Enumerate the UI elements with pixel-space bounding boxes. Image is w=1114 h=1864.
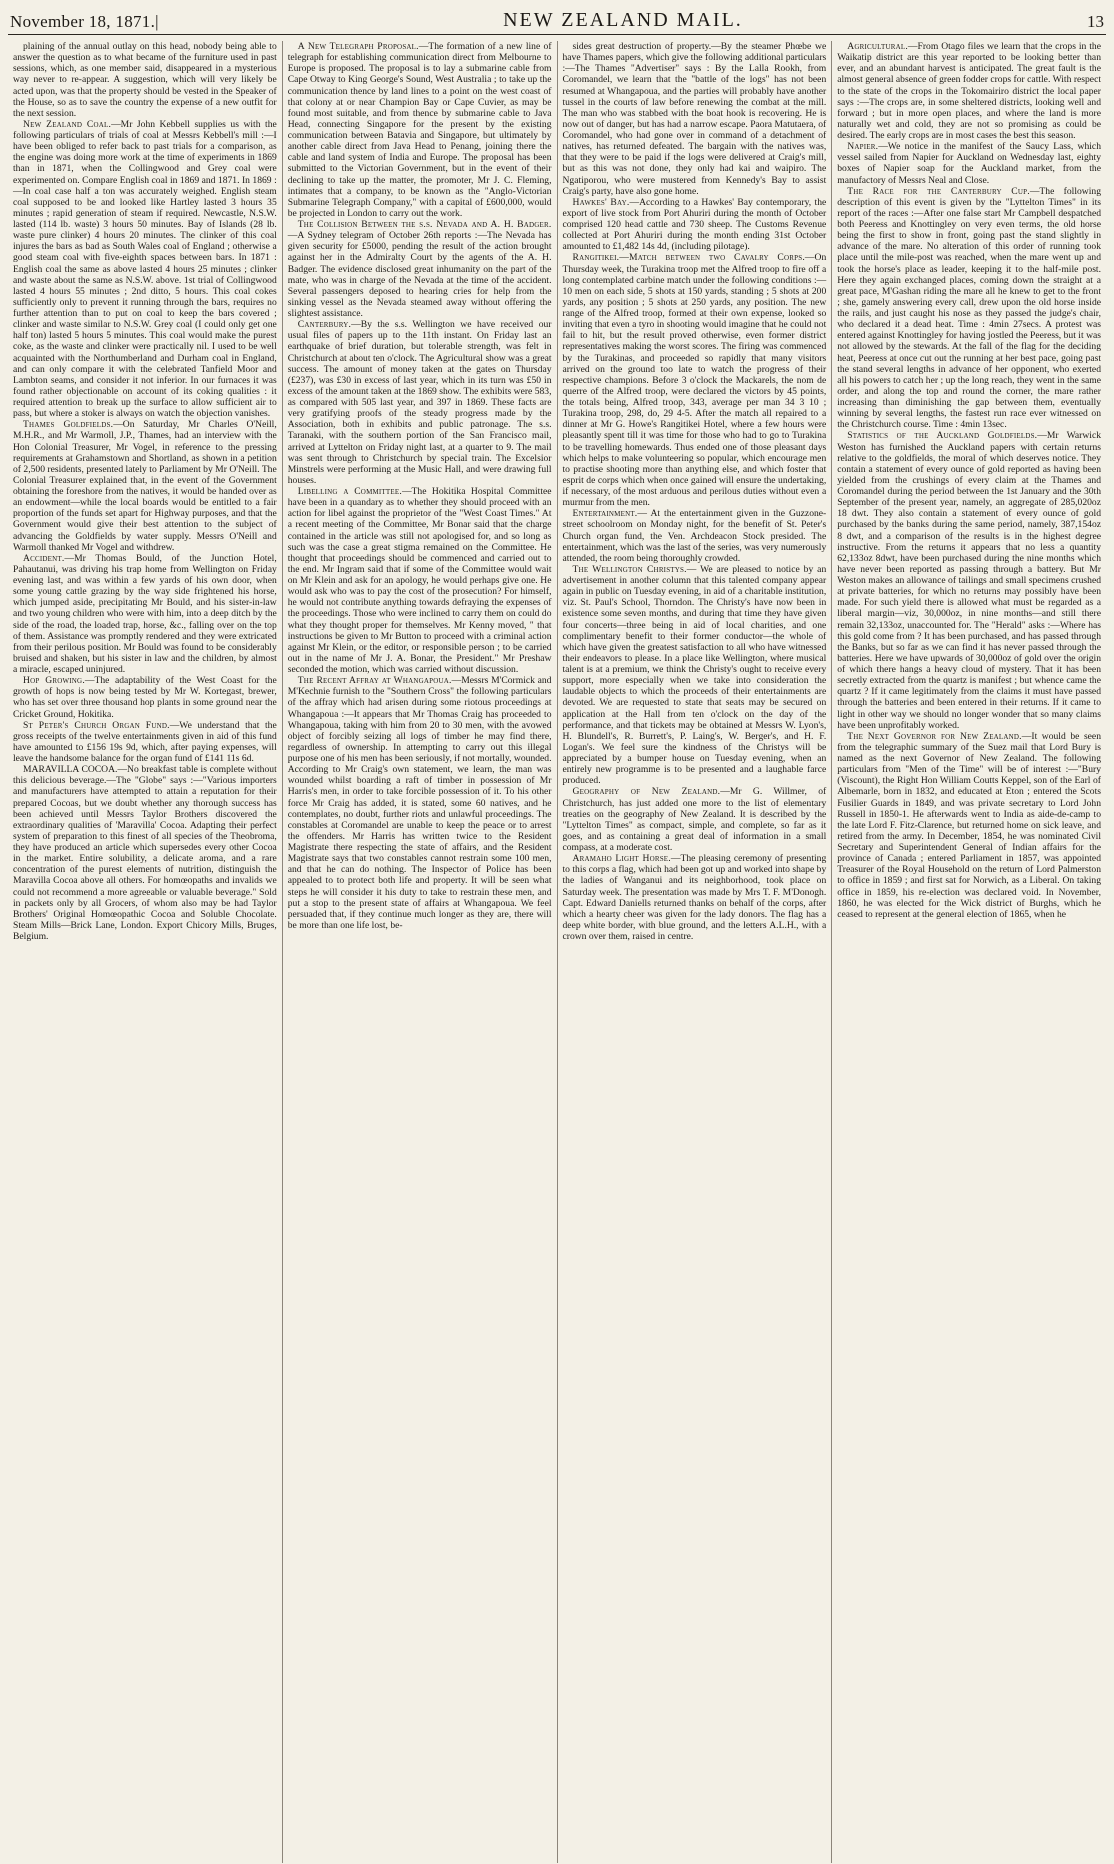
article-heading: Aramaho Light Horse. bbox=[572, 853, 671, 865]
article bbox=[13, 553, 277, 675]
article bbox=[13, 419, 277, 553]
article bbox=[13, 119, 277, 419]
article bbox=[563, 252, 827, 508]
article-body: —Mr John Kebbell supplies us with the following particulars of trials of coal at Messrs Kebbell's mill :—I have been obliged to refer back to past trials for a comparison, as the engine was doing more work at the time of experiments in 1869 than in 1871, when the Collingwood and Grey coal were experimented on. Compare English coal in 1869 and 1871. In 1869 :—In coal case half a ton was accurately weighed. English steam coal supposed to be and looked like Hartley lasted 3 hours 35 minutes ; rapid generation of steam if required. Newcastle, N.S.W. lasted (114 lb. waste) 3 hours 50 minutes. Bay of Islands (28 lb. waste pure clinker) 4 hours 20 minutes. The clinker of this coal injures the bars as bad as South Wales coal of England ; otherwise a good steam coal with five-eighth spaces between bars. In 1871 : English coal the same as above lasted 4 hours 25 minutes ; clinker and waste about the same as N.S.W. above. 1st trial of Collingwood lasted 4 hours 55 minutes ; 2nd ditto, 5 hours. This coal cokes sufficiently only to prevent it running through the bars, requires no further attention than to put on coal to keep the bars covered ; clinker and waste similar to N.S.W. Grey coal (I could only get one half ton) lasted 5 hours 5 minutes. This coal would make the purest coke, as the waste and clinker were practically nil. I used to be well acquainted with the Northumberland and Durham coal in England, and can only compare it with the celebrated Tanfield Moor and Lambton seams, and consider it not inferior. In our furnaces it was found rather objectionable on account of its coking qualities : it required attention to break up the surface to allow sufficient air to pass, but where a stoker is always on watch the objection vanishes. bbox=[13, 118, 277, 420]
article-body: —The Hokitika Hospital Committee have been in a quandary as to whether they should proceed with an action for libel against the proprietor of the "West Coast Times." At a recent meeting of the Committee, Mr Bonar said that the charge contained in the article was still not apologised for, and so long as such was the case a great stigma remained on the Committee. He thought that proceedings should be commenced and carried out to the end. Mr Ingram said that if some of the Committee would wait on Mr Klein and ask for an apology, he would perhaps give one. He would ask who was to pay the cost of the prosecution? For himself, he would not contribute anything towards defraying the expenses of the proceedings. Those who were inclined to carry them on could do what they thought proper for themselves. Mr Kenny moved, " that instructions be given to Mr Button to proceed with a criminal action against Mr Klein, or the editor, or responsible person ; to be carried out in the name of Mr J. A. Bonar, the President." Mr Preshaw seconded the motion, which was carried without discussion. bbox=[287, 486, 552, 675]
article bbox=[837, 430, 1101, 730]
article-body: sides great destruction of property.—By the steamer Phœbe we have Thames papers, which give the following additional particulars :—The Thames "Advertiser" says : By the Lalla Rookh, from Coromandel, we learn that the "battle of the logs" has not been resumed at Whangapoua, and the parties will probably have another tussel in the courts of law before renewing the combat at the mill. The man who was stabbed with the boat hook is recovering. He is now out of danger, but has had a narrow escape. Paora Matutaera, of Coromandel, who had gone over in command of a detachment of natives, has returned defeated. The bargain with the natives was, that they were to be paid if the logs were delivered at Craig's mill, but as this was not done, they only had kai and waipiro. The Ngatiporou, who were mustered from Kennedy's Bay to assist Craig's party, have also gone home. bbox=[562, 41, 827, 197]
article-heading: Thames Goldfields. bbox=[23, 419, 114, 431]
newspaper-title: NEW ZEALAND MAIL. bbox=[503, 9, 743, 31]
article-heading: New Zealand Coal. bbox=[23, 118, 112, 130]
article-body: —The formation of a new line of telegraph for establishing communication direct from Melbourne to Europe is proposed. The proposal is to lay a submarine cable from Cape Otway to King George's Sound, West Australia ; to take up the communication thence by land lines to a point on the west coast of that colony at or near Champion Bay or Cape Cuvier, as may be found most suitable, and from thence by submarine cable to Java Head, connecting Singapore for the present by the existing communication between Batavia and Singapore, but ultimately by another cable direct from Java Head to Penang, joining there the cable and land system of India and Europe. The proposal has been submitted to the Victorian Government, but in the event of their declining to take up the matter, the promoter, Mr J. C. Fleming, intimates that a company, to be known as the "Anglo-Victorian Submarine Telegraph Company," with a capital of £600,000, would be projected in London to carry out the work. bbox=[287, 41, 552, 219]
article-body: —From Otago files we learn that the crops in the Waikatip district are this year reported to be looking better than ever, and an abundant harvest is anticipated. The great fault is the almost general absence of green fodder crops for cattle. With respect to the state of the crops in the Tokomairiro district the local paper says :—The crops are, in some sheltered districts, looking well and forward ; but in more open places, and where the land is more naturally wet and cold, they are not so promising as could be desired. The early crops are in most cases the best this season. bbox=[837, 41, 1101, 141]
article bbox=[837, 41, 1101, 141]
article bbox=[563, 564, 827, 787]
article-heading: The Next Governor for New Zealand. bbox=[847, 730, 1022, 742]
article-body: —Messrs M'Cormick and M'Kechnie furnish to the "Southern Cross" the following particulars of the affray which had arisen during some riotous proceedings at Whangapoua :—It appears that Mr Thomas Craig has proceeded to Whangapoua, taking with him from 20 to 30 men, with the avowed object of forcibly seizing all logs of timber he may find there, regardless of ownership. In attempting to carry out this illegal purpose one of his men has been seriously, if not mortally, wounded. According to Mr Craig's own statement, we learn, the man was wounded whilst boarding a raft of timber in possession of Mr Harris's men, in order to take forcible possession of it. To his other force Mr Craig has added, it is stated, some 60 natives, and he contemplates, no doubt, further riots and unlawful proceedings. The constables at Coromandel are unable to keep the peace or to arrest the offenders. Mr Harris has written twice to the Resident Magistrate there respecting the state of affairs, and the Resident Magistrate says that two constables cannot restrain some 100 men, and that he can do nothing. The Inspector of Police has been appealed to to protect both life and property. It will be seen what steps he will consider it his duty to take to restrain these men, and put a stop to the present state of affairs at Whangapoua. We feel persuaded that, if they continue much longer as they are, there will be more than one life lost, be- bbox=[287, 675, 552, 931]
article-body: — We are pleased to notice by an advertisement in another column that this talented company appear again in public on Tuesday evening, in aid of a charitable institution, viz. St. Paul's School, Thorndon. The Christy's have now been in existence some seven months, and during that time they have given four concerts—three being in aid of local charities, and one complimentary benefit to their former conductor—the whole of which have given the greatest satisfaction to all who have witnessed their endeavors to please. In a place like Wellington, where musical talent is at a premium, we think the Christy's ought to receive every support, more especially when we take into consideration the laudable objects to which the proceeds of their entertainments are devoted. We are requested to state that seats may be secured on application at the Hall from ten o'clock on the day of the performance, and that tickets may be obtained at Messrs W. Lyon's, H. Blundell's, R. Burrett's, P. Laing's, W. Berger's, and H. F. Logan's. We feel sure the kindness of the Christys will be appreciated by a bumper house on Tuesday evening, when an entirely new programme is to be presented and a laughable farce produced. bbox=[562, 563, 827, 787]
article bbox=[563, 853, 827, 942]
article-body: —On Saturday, Mr Charles O'Neill, M.H.R., and Mr Warmoll, J.P., Thames, had an interview with the Hon Colonial Treasurer, Mr Vogel, in reference to the pressing requirements at Grahamstown and Shortland, as shown in a petition of 2,500 residents, presented lately to Parliament by Mr O'Neill. The Colonial Treasurer explained that, in the event of the Government obtaining the foreshore from the natives, it would be handed over as an endowment—while the local boards would be entitled to a fair proportion of the funds set apart for Highway purposes, and that the Government would give their best attention to the subject of advancing the Goldfields by water supply. Messrs O'Neill and Warmoll thanked Mr Vogel and withdrew. bbox=[13, 419, 277, 553]
article-body: —According to a Hawkes' Bay contemporary, the export of live stock from Port Ahuriri during the month of October comprised 120 head cattle and 730 sheep. The Customs Revenue collected at Port Ahuriri during the month ending 31st October amounted to £1,482 14s 4d, (including pilotage). bbox=[562, 196, 827, 253]
article-body: —Mr Thomas Bould, of the Junction Hotel, Pahautanui, was driving his trap home from Wellington on Friday evening last, and was within a few yards of his own door, when some young cattle grazing by the way side frightened his horse, which jumped aside, precipitating Mr Bould, and his sister-in-law and two young children who were with him, into a deep ditch by the side of the road, the loaded trap, horse, &c., falling over on the top of them. Assistance was promptly rendered and they were extricated from their perilous position. Mr Bould was found to be considerably bruised and shaken, but his sister in law and the children, by almost a miracle, escaped uninjured. bbox=[13, 552, 277, 675]
article-heading: Canterbury. bbox=[297, 319, 352, 331]
article-body: —We notice in the manifest of the Saucy Lass, which vessel sailed from Napier for Auckland on Wednesday last, eighty boxes of Napier soap for the Auckland market, from the manufactory of Messrs Neal and Close. bbox=[837, 141, 1101, 186]
article-body: —Mr Warwick Weston has furnished the Auckland papers with certain returns relative to the goldfields, the moral of which deserves notice. They contain a statement of every ounce of gold reported as having been yielded from the crushings of every claim at the Thames and Coromandel during the period between the 1st January and the 30th September of the present year, namely, an aggregate of 285,020oz 18 dwt. They also contain a statement of every ounce of gold purchased by the banks during the same period, namely, 387,154oz 8 dwt, and a comparison of the results is in the highest degree instructive. From the returns it appears that no less a quantity 62,133oz 8dwt, have been purchased during the nine months which have never been reported as passing through a battery. But Mr Weston makes an allowance of tailings and small specimens crushed at private batteries, for which no returns may possibly have been made. For such yield there is allowed what must be regarded as a liberal margin—viz, 30,000oz, in nine months—and still there remain 32,133oz, unaccounted for. The "Herald" asks :—Where has this gold come from ? It has been purchased, and has passed through the Banks, but so far as we can find it has never passed through the batteries. Here we have upwards of 30,000oz of gold over the origin of which there hangs a heavy cloud of mystery. That it has been secretly extracted from the quartz is manifest ; but whence came the quartz ? If it came legitimately from the claims it must have passed through the batteries and been entered in their returns. If it came to light in other way we should no longer wonder that so many claims have been unprofitably worked. bbox=[837, 430, 1101, 731]
article bbox=[288, 219, 552, 319]
article-heading: The Collision Between the s.s. Nevada and A. H. Badger. bbox=[297, 219, 552, 230]
article-body: —The adaptability of the West Coast for the growth of hops is now being tested by Mr W. Kortegast, brewer, who has set over three thousand hop plants in some ground near the Cricket Ground, Hokitika. bbox=[13, 675, 277, 720]
article bbox=[563, 41, 827, 197]
article-body: —On Thursday week, the Turakina troop met the Alfred troop to fire off a long contemplated carbine match under the following conditions :—10 men on each side, 5 shots at 150 yards, standing ; 5 shots at 200 yards, any position ; 5 shots at 250 yards, any position. The new range of the Alfred troop, formed at their own expense, looked so inviting that even a tyro in shooting would imagine that he could not fail to hit, but the result proved otherwise, even former district representatives making the worst scores. The firing was commenced by the Turakinas, and proceeded so rapidly that many visitors arrived on the ground too late to watch the progress of their respective champions. Before 3 o'clock the Mackarels, the nom de querre of the Alfred troop, were declared the victors by 45 points, the totals being, Alfred troop, 343, average per man 34 3 10 ; Turakina troop, 298, do, 29 4-5. After the match all repaired to a dinner at Mr G. Howe's Rangitikei Hotel, where a few hours were pleasantly spent till it was time for those who had to go to Turakina to be travelling homewards. Thus ended one of those pleasant days which helps to make volunteering so popular, which encourage men to practise shooting more than anything else, and which foster that esprit de corps which when once gained will ensure the undertaking, if necessary, of the most arduous and perilous duties without even a murmur from the men. bbox=[562, 252, 827, 509]
article-heading: A New Telegraph Proposal. bbox=[297, 41, 419, 52]
column-2 bbox=[282, 41, 557, 1863]
article-body: —We understand that the gross receipts of the twelve entertainments given in aid of this fund have amounted to £156 19s 9d, which, after paying expenses, will leave the handsome balance for the organ fund of £141 11s 6d. bbox=[13, 719, 277, 764]
article bbox=[13, 41, 277, 119]
article-body: —Mr G. Willmer, of Christchurch, has just added one more to the list of elementary treaties on the geography of New Zealand. It is described by the "Lyttelton Times" as compact, simple, and complete, so far as it goes, and as containing a great deal of information in a small compass, at a moderate cost. bbox=[562, 786, 827, 853]
article-body: plaining of the annual outlay on this head, nobody being able to answer the question as to what became of the furniture used in past sessions, which, as one member said, disappeared in a mysterious way never to re-appear. A suggestion, which will very likely be acted upon, was that the property should be vested in the Speaker of the House, so as to save the country the expense of a new outfit for the next session. bbox=[13, 41, 277, 119]
article-body: —By the s.s. Wellington we have received our usual files of papers up to the 11th instant. On Friday last an earthquake of brief duration, but tolerable strength, was felt in Christchurch at about ten o'clock. The Agricultural show was a great success. The amount of money taken at the gates on Thursday (£237), was £30 in excess of last year, which in its turn was £50 in excess of the amount taken at the 1869 show. The exhibits were 583, as compared with 505 last year, and 397 in 1869. These facts are very gratifying proofs of the steady progress made by the Association, both in exhibits and public patronage. The s.s. Taranaki, with the southern portion of the San Francisco mail, arrived at Lyttelton on Friday night last, at a quarter to 9. The mail was sent through to Christchurch by special train. The Excelsior Minstrels were performing at the Music Hall, and were drawing full houses. bbox=[287, 319, 552, 486]
advertisement-body: —No breakfast table is complete without this delicious beverage.—The "Globe" says :—"Various importers and manufacturers have attempted to attain a reputation for their prepared Cocoas, but we doubt whether any thorough success has been achieved until Messrs Taylor Brothers discovered the extraordinary qualities of 'Maravilla' Cocoa. Adapting their perfect system of preparation to this finest of all species of the Theobroma, they have produced an article which supersedes every other Cocoa in the market. Entire solubility, a delicate aroma, and a rare concentration of the purest elements of nutrition, distinguish the Maravilla Cocoa above all others. For homœopaths and invalids we could not recommend a more agreeable or valuable beverage." Sold in packets only by all Grocers, of whom also may be had Taylor Brothers' Original Homœopathic Cocoa and Soluble Chocolate. Steam Mills—Brick Lane, London. Export Chicory Mills, Bruges, Belgium. bbox=[13, 764, 277, 942]
article bbox=[13, 675, 277, 720]
article-heading: The Wellington Christys. bbox=[572, 563, 687, 575]
article bbox=[288, 675, 552, 931]
article-body: — At the entertainment given in the Guzzone-street schoolroom on Monday night, for the benefit of St. Peter's Church organ fund, the Ven. Archdeacon Stock presided. The entertainment, which was the last of the series, was very numerously attended, the room being thoroughly crowded. bbox=[562, 508, 827, 564]
article bbox=[837, 186, 1101, 431]
article-heading: Hop Growing. bbox=[23, 675, 85, 687]
article-heading: Rangitikei.—Match between two Cavalry Corps. bbox=[572, 252, 805, 264]
article-body: —A Sydney telegram of October 26th reports :—The Nevada has given security for £5000, pending the result of the action brought against her in the Admiralty Court by the agents of the A. H. Badger. The evidence disclosed great inhumanity on the part of the mate, who was in charge of the Nevada at the time of the accident. Several passengers deposed to hearing cries for help from the sinking vessel as the Nevada steamed away without offering the slightest assistance. bbox=[287, 230, 552, 319]
article-heading: Hawkes' Bay. bbox=[572, 196, 630, 208]
column-1 bbox=[8, 41, 282, 1863]
page-number: 13 bbox=[1087, 12, 1104, 31]
article bbox=[288, 319, 552, 486]
article-heading: Napier. bbox=[847, 141, 879, 153]
article-heading: Accident. bbox=[23, 552, 65, 564]
article-heading: Entertainment. bbox=[572, 508, 638, 520]
article bbox=[837, 141, 1101, 186]
article bbox=[563, 508, 827, 564]
article bbox=[288, 41, 552, 219]
article-heading: Libelling a Committee. bbox=[297, 486, 402, 497]
article bbox=[13, 720, 277, 765]
advertisement-title: MARAVILLA COCOA. bbox=[23, 764, 118, 776]
article-heading: Statistics of the Auckland Goldfields. bbox=[847, 430, 1038, 442]
article bbox=[288, 486, 552, 675]
column-4 bbox=[831, 41, 1106, 1863]
advertisement bbox=[13, 764, 277, 942]
article-body: —It would be seen from the telegraphic summary of the Suez mail that Lord Bury is named as the next Governor of New Zealand. The following particulars from "Men of the Time" will be of interest :—"Bury (Viscount), the Right Hon William Coutts Keppel, son of the Earl of Albemarle, born in 1832, and educated at Eton ; entered the Scots Fusilier Guards in 1849, and was private secretary to Lord John Russell in 1850-1. He afterwards went to India as aide-de-camp to the late Lord F. Fitz-Clarence, but returned home on sick leave, and retired from the army. In December, 1854, he was nominated Civil Secretary and Superintendent General of Indian affairs for the province of Canada ; entered Parliament in 1857, was appointed Treasurer of the Royal Household on the return of Lord Palmerston to office in 1859 ; and first sat for Norwich, as a Liberal. On taking office in 1859, his re-election was declared void. In November, 1860, he was elected for the Wick district of Burghs, which he ceased to represent at the general election of 1865, when he bbox=[837, 730, 1101, 920]
article bbox=[837, 731, 1101, 920]
issue-date: November 18, 1871.| bbox=[10, 12, 159, 31]
article-heading: Geography of New Zealand. bbox=[572, 786, 721, 798]
article-heading: The Race for the Canterbury Cup. bbox=[847, 185, 1030, 197]
article-body: —The following description of this event is given by the "Lyttelton Times" in its report of the races :—After one false start Mr Campbell despatched both Peeress and Knottingley on very even terms, the old horse being the first to show in front, going past the stand slightly in advance of the mare. No alteration of this order of running took place until the mile-post was reached, when the mare went up and took the horse's place as leader, keeping it to the half-mile post. Here they again exchanged places, coming down the straight at a great pace, M'Gashan riding the mare all he knew to get to the front ; she, gamely answering every call, drew upon the old horse inside the rails, and just caught his nose as they passed the judge's chair, who declared it a dead heat. Time : 4min 27secs. A protest was entered against Knottingley for having jostled the Peeress, but it was not allowed by the stewards. At the fall of the flag for the deciding heat, Peeress at once cut out the running at her best pace, going past the stand several lengths in advance of her opponent, who exerted all his powers to catch her ; up the long reach, they went in the same order, and along the top and round the corner, the mare rather increasing than diminishing the gap between them, eventually winning by several lengths, the fastest run race ever witnessed on the Christchurch course. Time : 4min 13sec. bbox=[837, 185, 1101, 431]
article-heading: St Peter's Church Organ Fund. bbox=[23, 719, 170, 731]
masthead bbox=[8, 6, 1106, 35]
article-heading: Agricultural. bbox=[847, 41, 908, 52]
article-heading: The Recent Affray at Whangapoua. bbox=[297, 675, 452, 687]
article bbox=[563, 197, 827, 253]
column-3 bbox=[557, 41, 832, 1863]
article bbox=[563, 786, 827, 853]
article-body: —The pleasing ceremony of presenting to this corps a flag, which had been got up and worked into shape by the ladies of Wanganui and its neighborhood, took place on Saturday week. The presentation was made by Mrs T. F. M'Donogh. Capt. Edward Daniells returned thanks on behalf of the corps, after which a hearty cheer was given for the lady donors. The flag has a deep white border, with blue ground, and the letters A.L.H., with a crown over them, raised in centre. bbox=[562, 853, 827, 942]
columns bbox=[8, 41, 1106, 1863]
